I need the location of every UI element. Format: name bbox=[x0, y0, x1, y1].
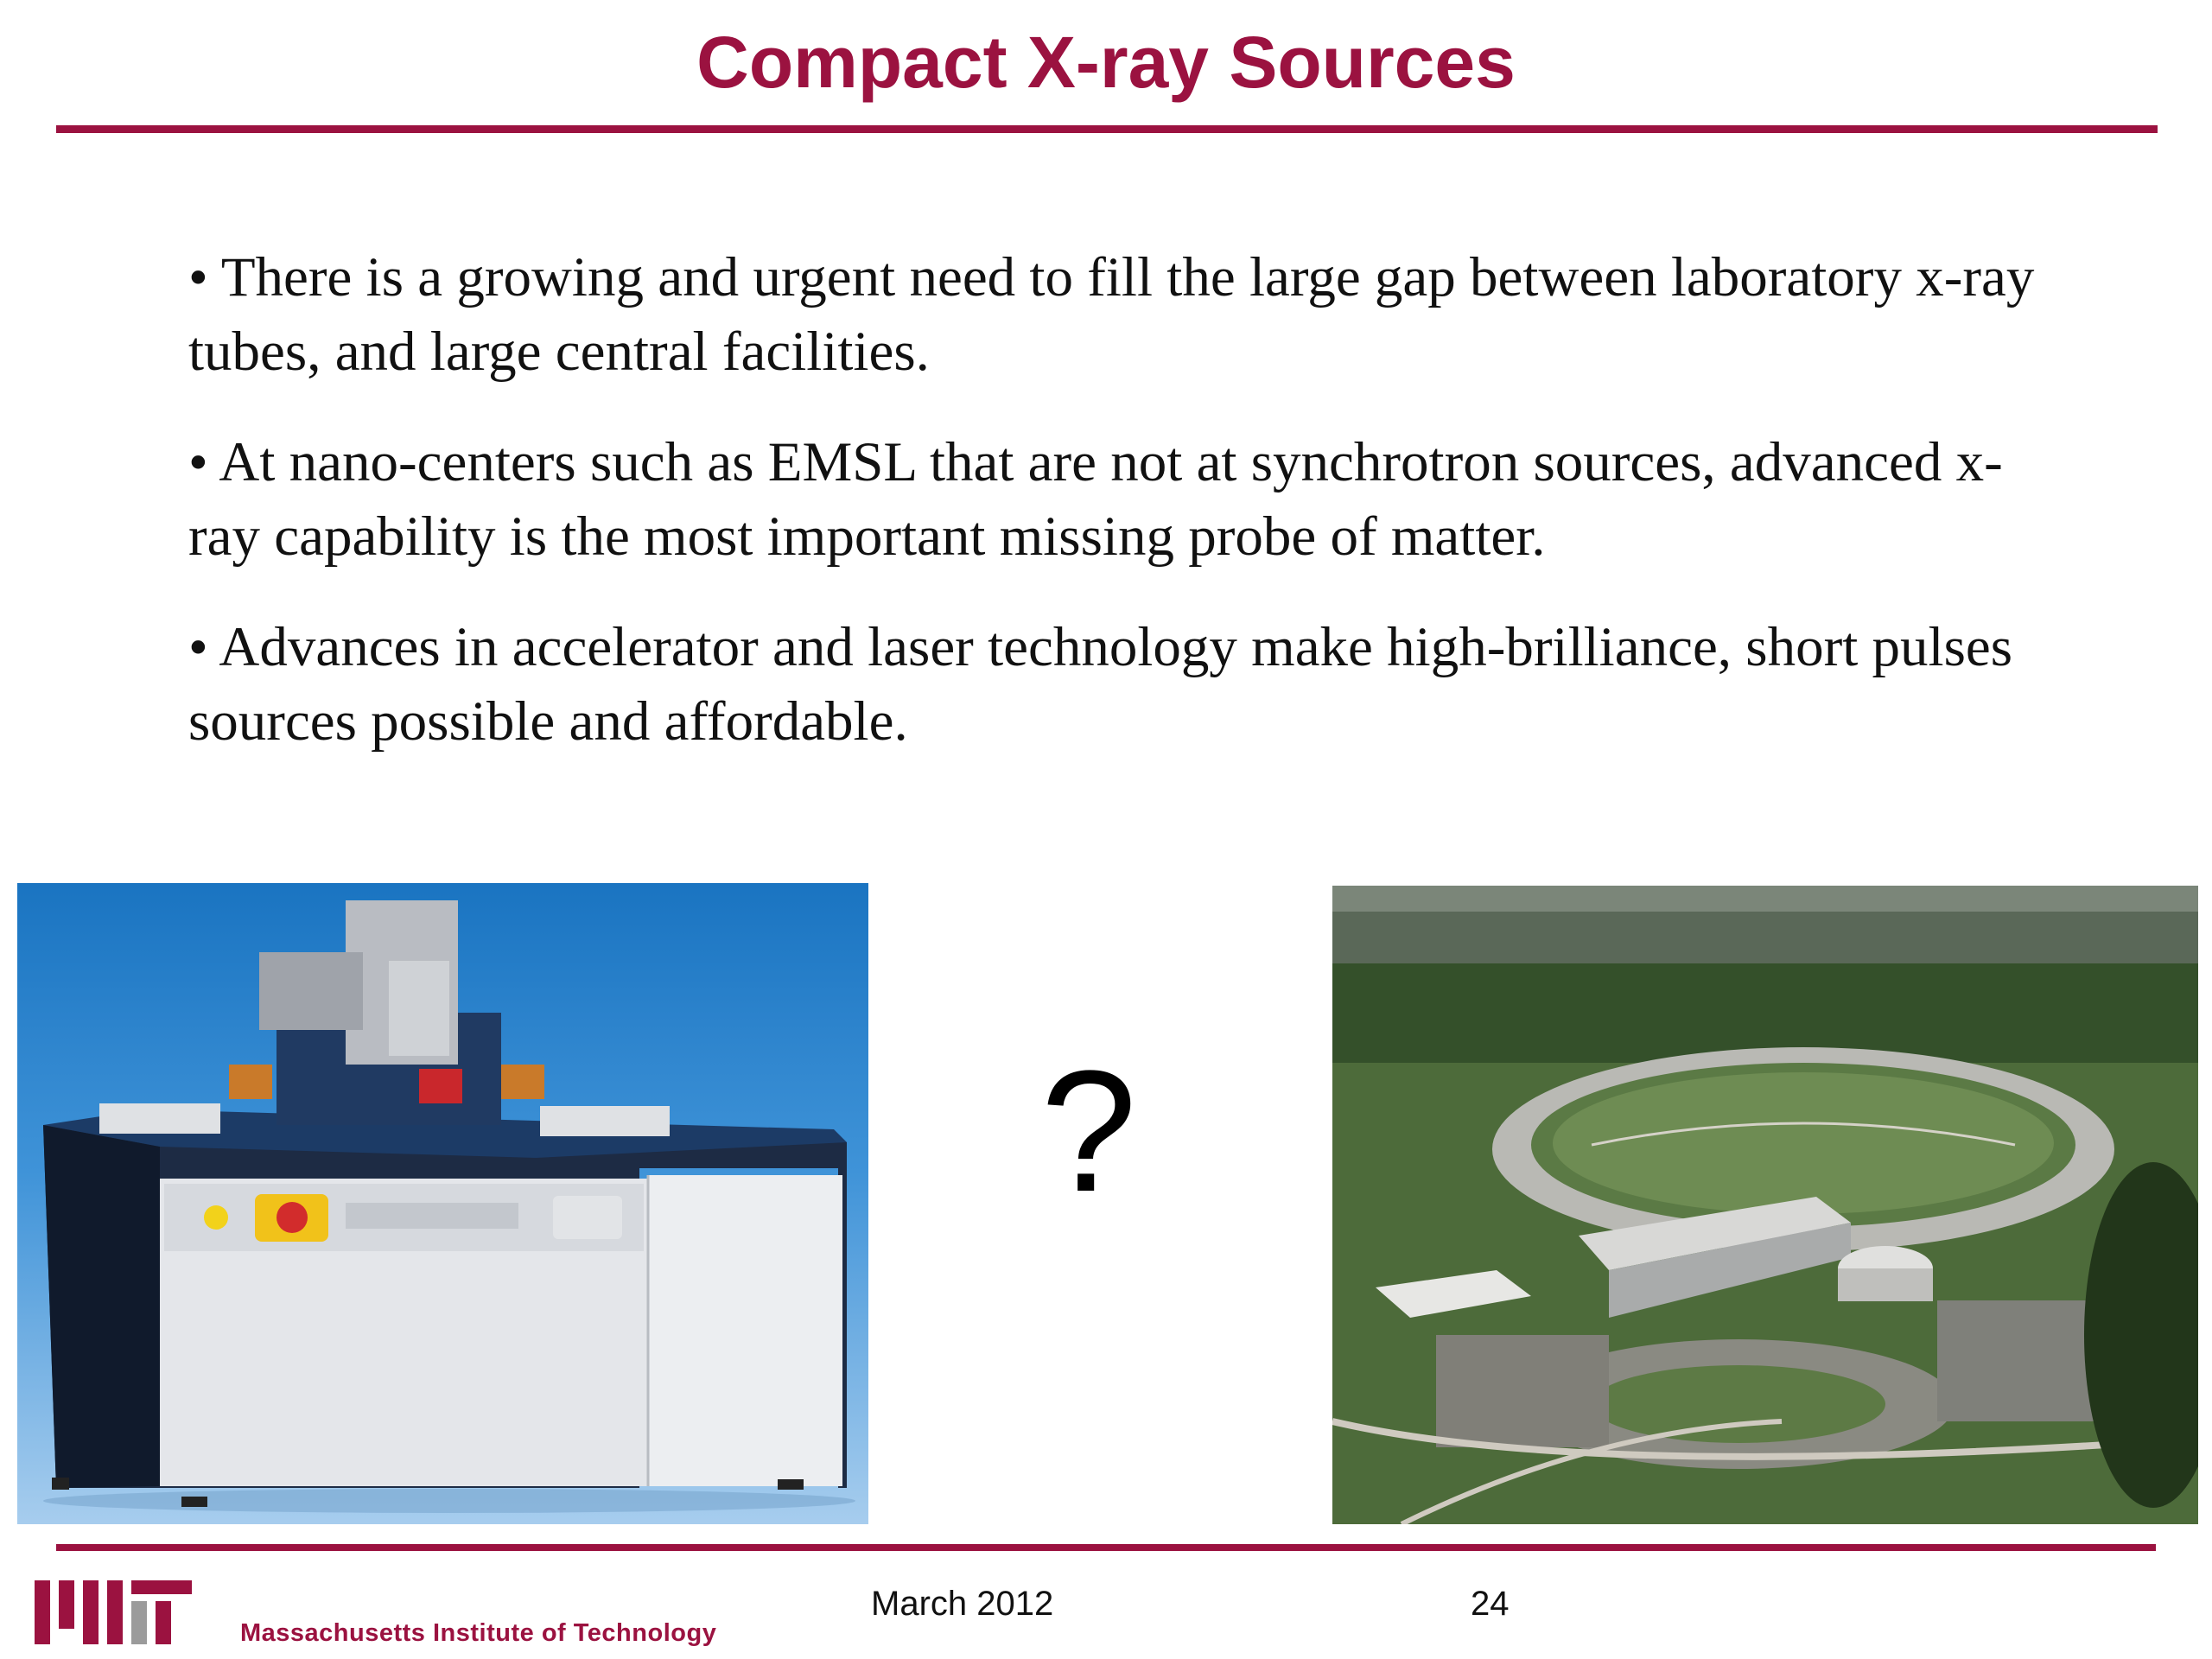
mit-logo-icon bbox=[35, 1577, 194, 1644]
footer-divider bbox=[56, 1544, 2156, 1551]
bullet-item: • Advances in accelerator and laser technology make high-brilliance, short pulses sources possible and affordable. bbox=[188, 616, 2013, 753]
bullet-item: • At nano-centers such as EMSL that are not at synchrotron sources, advanced x-ray capability is the most important missing probe of matter. bbox=[188, 431, 2003, 568]
question-mark: ? bbox=[1040, 1035, 1137, 1228]
title-divider bbox=[56, 125, 2158, 133]
bullet-item: • There is a growing and urgent need to fill the large gap between laboratory x-ray tubes, and large central facilities. bbox=[188, 246, 2035, 383]
lab-xray-instrument-image bbox=[17, 883, 868, 1524]
slide-title: Compact X-ray Sources bbox=[696, 22, 1516, 103]
synchrotron-aerial-image bbox=[1332, 886, 2198, 1524]
page-number: 24 bbox=[1471, 1585, 1510, 1623]
footer-date: March 2012 bbox=[871, 1585, 1054, 1623]
institution-name: Massachusetts Institute of Technology bbox=[240, 1619, 717, 1647]
bullet-list bbox=[188, 240, 2072, 795]
